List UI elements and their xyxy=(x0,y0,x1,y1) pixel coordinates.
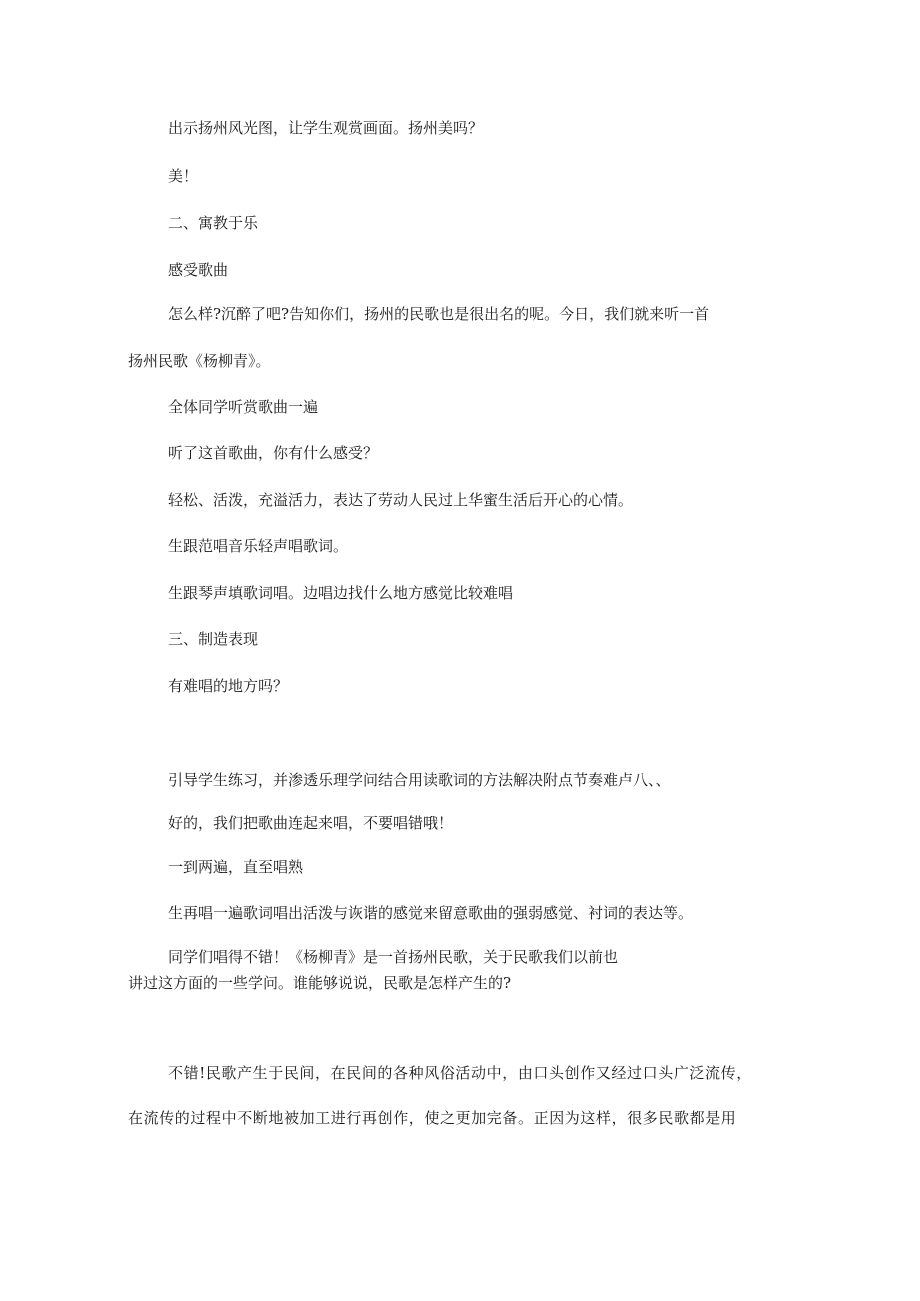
paragraph-line: 好的，我们把歌曲连起来唱，不要唱错哦！ xyxy=(168,814,454,832)
paragraph-line: 引导学生练习，并渗透乐理学问结合用读歌词的方法解决附点节奏难卢八、、 xyxy=(168,771,671,789)
paragraph-line: 轻松、活泼，充溢活力，表达了劳动人民过上华蜜生活后开心的心情。 xyxy=(168,491,634,509)
paragraph-line: 全体同学听赏歌曲一遍 xyxy=(168,398,319,416)
paragraph-line: 出示扬州风光图，让学生观赏画面。扬州美吗？ xyxy=(168,119,484,137)
paragraph-line: 在流传的过程中不断地被加工进行再创作，使之更加完备。正因为这样，很多民歌都是用 xyxy=(128,1109,737,1127)
paragraph-line: 生再唱一遍歌词唱出活泼与诙谐的感觉来留意歌曲的强弱感觉、衬词的表达等。 xyxy=(168,904,694,922)
paragraph-line: 不错!民歌产生于民间，在民间的各种风俗活动中，由口头创作又经过口头广泛流传， xyxy=(168,1064,752,1082)
paragraph-line: 扬州民歌《杨柳青》。 xyxy=(128,352,271,370)
subheading: 感受歌曲 xyxy=(168,261,229,279)
paragraph-line: 同学们唱得不错！《杨柳青》是一首扬州民歌，关于民歌我们以前也 xyxy=(168,948,619,966)
paragraph-line: 生跟范唱音乐轻声唱歌词。 xyxy=(168,537,349,555)
paragraph-line: 听了这首歌曲，你有什么感受？ xyxy=(168,444,379,462)
paragraph-line: 怎么样?沉醉了吧?告知你们，扬州的民歌也是很出名的呢。今日，我们就来听一首 xyxy=(168,305,710,323)
paragraph-line: 讲过这方面的一些学问。谁能够说说，民歌是怎样产生的? xyxy=(128,974,512,992)
section-heading: 三、制造表现 xyxy=(168,630,259,648)
paragraph-line: 美！ xyxy=(168,167,199,185)
paragraph-line: 有难唱的地方吗？ xyxy=(168,677,289,695)
paragraph-line: 生跟琴声填歌词唱。边唱边找什么地方感觉比较难唱 xyxy=(168,584,514,602)
section-heading: 二、寓教于乐 xyxy=(168,214,259,232)
paragraph-line: 一到两遍，直至唱熟 xyxy=(168,858,304,876)
